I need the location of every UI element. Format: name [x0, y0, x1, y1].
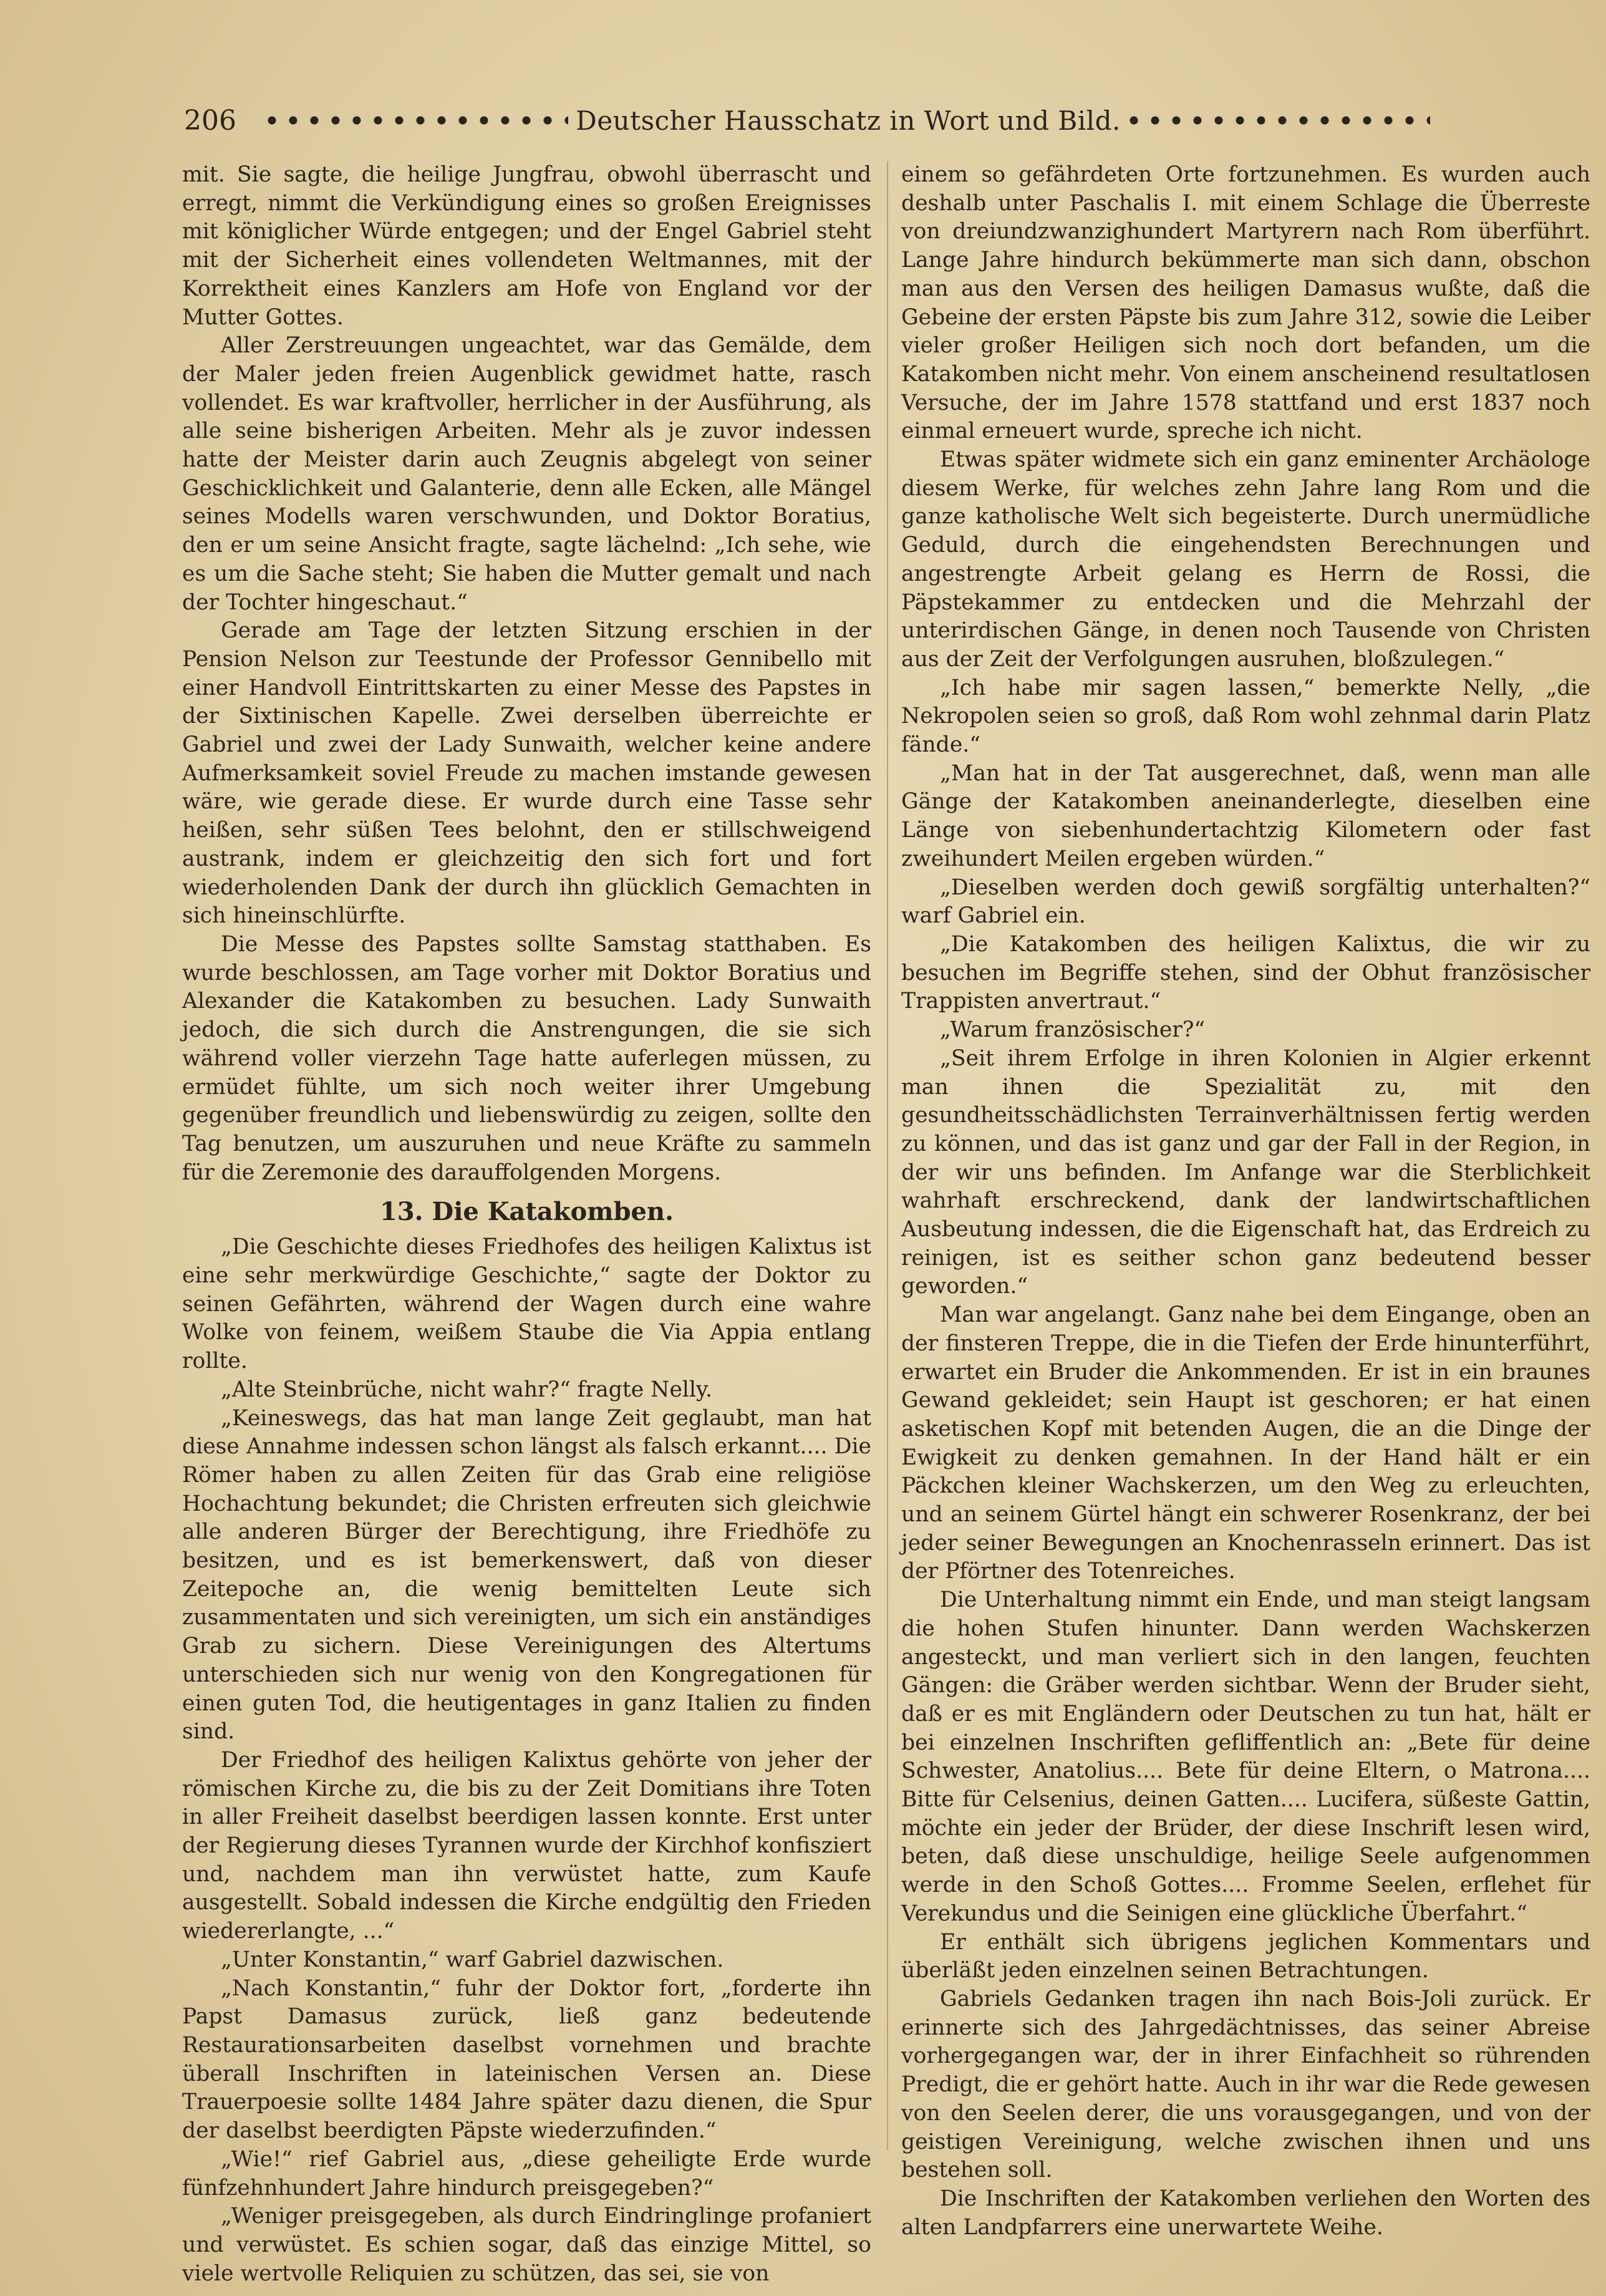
paragraph: Die Unterhaltung nimmt ein Ende, und man steigt langsam die hohen Stufen hinunter. Dann werden Wachskerzen angesteckt, und man verliert sich in den langen, feuchten Gängen: die Gräber werden sichtbar. Wenn der Bruder sieht, daß er es mit Engländern oder Deutschen zu tun hat, hält er bei einzelnen Inschriften gefliffentlich an: „Bete für deine Schwester, Anatolius.... Bete für deine Eltern, o Matrona.... Bitte für Celsenius, deinen Gatten.... Lucifera, süßeste Gattin, möchte ein jeder der Brüder, der diese Inschrift lesen wird, beten, daß diese unschuldige, heilige Seele aufgenommen werde in den Schoß Gottes.... Fromme Seelen, erflehet für Verekundus und die Seinigen eine glückliche Überfahrt.“	[901, 1587, 1590, 1926]
paragraph: „Die Geschichte dieses Friedhofes des heiligen Kalixtus ist eine sehr merkwürdige Geschichte,“ sagte der Doktor zu seinen Gefährten, während der Wagen durch eine wahre Wolke von feinem, weißem Staube die Via Appia entlang rollte.	[182, 1234, 871, 1374]
paragraph: „Seit ihrem Erfolge in ihren Kolonien in Algier erkennt man ihnen die Spezialität zu, mit den gesundheitsschädlichsten Terrainverhältnissen fertig werden zu können, und das ist ganz und gar der Fall in der Region, in der wir uns befinden. Im Anfange war die Sterblichkeit wahrhaft erschreckend, dank der landwirtschaftlichen Ausbeutung indessen, die die Eigenschaft hat, das Erdreich zu reinigen, ist es seither schon ganz bedeutend besser geworden.“	[901, 1045, 1590, 1299]
ornament-right	[1128, 115, 1430, 126]
paragraph: Er enthält sich übrigens jeglichen Kommentars und überläßt jeden einzelnen seinen Betrachtungen.	[901, 1929, 1590, 1984]
paragraph: „Man hat in der Tat ausgerechnet, daß, wenn man alle Gänge der Katakomben aneinanderlegte, dieselben eine Länge von siebenhundertachtzig Kilometern oder fast zweihundert Meilen ergeben würden.“	[901, 760, 1590, 871]
page-header	[184, 99, 1438, 142]
paragraph: mit. Sie sagte, die heilige Jungfrau, obwohl überrascht und erregt, nimmt die Verkündigung eines so großen Ereignisses mit königlicher Würde entgegen; und der Engel Gabriel steht mit der Sicherheit eines vollendeten Weltmannes, mit der Korrektheit eines Kanzlers am Hofe von England vor der Mutter Gottes.	[182, 162, 871, 330]
section-heading: 13. Die Katakomben.	[380, 1197, 674, 1227]
paragraph: Gerade am Tage der letzten Sitzung erschien in der Pension Nelson zur Teestunde der Professor Gennibello mit einer Handvoll Eintrittskarten zu einer Messe des Papstes in der Sixtinischen Kapelle. Zwei derselben überreichte er Gabriel und zwei der Lady Sunwaith, welcher keine andere Aufmerksamkeit soviel Freude zu machen imstande gewesen wäre, wie gerade diese. Er wurde durch eine Tasse sehr heißen, sehr süßen Tees belohnt, den er stillschweigend austrank, indem er gleichzeitig den sich fort und fort wiederholenden Dank der durch ihn glücklich Gemachten in sich hineinschlürfte.	[182, 618, 871, 929]
paragraph: Etwas später widmete sich ein ganz eminenter Archäologe diesem Werke, für welches zehn Jahre lang Rom und die ganze katholische Welt sich begeisterte. Durch unermüdliche Geduld, durch die eingehendsten Berechnungen und angestrengte Arbeit gelang es Herrn de Rossi, die Päpstekammer zu entdecken und die Mehrzahl der unterirdischen Gänge, in denen noch Tausende von Christen aus der Zeit der Verfolgungen ausruhen, bloßzulegen.“	[901, 447, 1590, 672]
left-column	[182, 161, 871, 2286]
paragraph: „Alte Steinbrüche, nicht wahr?“ fragte Nelly.	[221, 1377, 712, 1402]
paragraph: „Nach Konstantin,“ fuhr der Doktor fort, „forderte ihn Papst Damasus zurück, ließ ganz bedeutende Restaurationsarbeiten daselbst vornehmen und brachte überall Inschriften in lateinischen Versen an. Diese Trauerpoesie sollte 1484 Jahre später dazu dienen, die Spur der daselbst beerdigten Päpste wiederzufinden.“	[182, 1975, 871, 2144]
paragraph: Man war angelangt. Ganz nahe bei dem Eingange, oben an der finsteren Treppe, die in die Tiefen der Erde hinunterführt, erwartet ein Bruder die Ankommenden. Er ist in ein braunes Gewand gekleidet; sein Haupt ist geschoren; er hat einen asketischen Kopf mit betenden Augen, die an die Dinge der Ewigkeit zu denken gemahnen. In der Hand hält er ein Päckchen kleiner Wachskerzen, um den Weg zu erleuchten, und an seinem Gürtel hängt ein schwerer Rosenkranz, der bei jeder seiner Bewegungen an Knochenrasseln erinnert. Das ist der Pförtner des Totenreiches.	[901, 1302, 1590, 1584]
paragraph: „Ich habe mir sagen lassen,“ bemerkte Nelly, „die Nekropolen seien so groß, daß Rom wohl zehnmal darin Platz fände.“	[901, 675, 1590, 758]
right-column	[901, 161, 1590, 2240]
paragraph: Gabriels Gedanken tragen ihn nach Bois-Joli zurück. Er erinnerte sich des Jahrgedächtnisses, das seiner Abreise vorhergegangen war, der in ihrer Einfachheit so rührenden Predigt, die er gehört hatte. Auch in ihr war die Rede gewesen von den Seelen derer, die uns vorausgegangen, und von der geistigen Vereinigung, welche zwischen ihnen und uns bestehen soll.	[901, 1987, 1590, 2183]
paragraph: Die Messe des Papstes sollte Samstag statthaben. Es wurde beschlossen, am Tage vorher mit Doktor Boratius und Alexander die Katakomben zu besuchen. Lady Sunwaith jedoch, die sich durch die Anstrengungen, die sie sich während voller vierzehn Tage hatte auferlegen müssen, zu ermüdet fühlte, um sich noch weiter ihrer Umgebung gegenüber freundlich und liebenswürdig zu zeigen, sollte den Tag benutzen, um auszuruhen und neue Kräfte zu sammeln für die Zeremonie des darauffolgenden Morgens.	[182, 931, 871, 1185]
page-number: 206	[184, 104, 236, 137]
paragraph: „Dieselben werden doch gewiß sorgfältig unterhalten?“ warf Gabriel ein.	[901, 874, 1590, 929]
paragraph: „Keineswegs, das hat man lange Zeit geglaubt, man hat diese Annahme indessen schon längst als falsch erkannt.... Die Römer haben zu allen Zeiten für das Grab eine religiöse Hochachtung bekundet; die Christen erfreuten sich gleichwie alle anderen Bürger der Berechtigung, ihre Friedhöfe zu besitzen, und es ist bemerkenswert, daß von dieser Zeitepoche an, die wenig bemittelten Leute sich zusammentaten und sich vereinigten, um sich ein anständiges Grab zu sichern. Diese Vereinigungen des Altertums unterschieden sich nur wenig von den Kongregationen für einen guten Tod, die heutigentages in ganz Italien zu finden sind.	[182, 1405, 871, 1745]
paragraph: einem so gefährdeten Orte fortzunehmen. Es wurden auch deshalb unter Paschalis I. mit einem Schlage die Überreste von dreiundzwanzighundert Martyrern nach Rom überführt. Lange Jahre hindurch bekümmerte man sich dann, obschon man aus den Versen des heiligen Damasus wußte, daß die Gebeine der ersten Päpste bis zum Jahre 312, sowie die Leiber vieler großer Heiligen sich noch dort befanden, um die Katakomben nicht mehr. Von einem anscheinend resultatlosen Versuche, der im Jahre 1578 stattfand und erst 1837 noch einmal erneuert wurde, spreche ich nicht.	[901, 162, 1590, 444]
paragraph: Der Friedhof des heiligen Kalixtus gehörte von jeher der römischen Kirche zu, die bis zu der Zeit Domitians ihre Toten in aller Freiheit daselbst beerdigen lassen konnte. Erst unter der Regierung dieses Tyrannen wurde der Kirchhof konfisziert und, nachdem man ihn verwüstet hatte, zum Kaufe ausgestellt. Sobald indessen die Kirche endgültig den Frieden wiedererlangte, ...“	[182, 1747, 871, 1944]
paragraph: Die Inschriften der Katakomben verliehen den Worten des alten Landpfarrers eine unerwartete Weihe.	[901, 2186, 1590, 2240]
paragraph: „Unter Konstantin,“ warf Gabriel dazwischen.	[221, 1947, 724, 1972]
paragraph: „Warum französischer?“	[940, 1017, 1206, 1043]
paragraph: „Die Katakomben des heiligen Kalixtus, die wir zu besuchen im Begriffe stehen, sind der Obhut französischer Trappisten anvertraut.“	[901, 931, 1590, 1014]
paragraph: Aller Zerstreuungen ungeachtet, war das Gemälde, dem der Maler jeden freien Augenblick gewidmet hatte, rasch vollendet. Es war kraftvoller, herrlicher in der Ausführung, als alle seine bisherigen Arbeiten. Mehr als je zuvor indessen hatte der Meister darin auch Zeugnis abgelegt von seiner Geschicklichkeit und Galanterie, denn alle Ecken, alle Mängel seines Modells waren verschwunden, und Doktor Boratius, den er um seine Ansicht fragte, sagte lächelnd: „Ich sehe, wie es um die Sache steht; Sie haben die Mutter gemalt und nach der Tochter hingeschaut.“	[182, 333, 871, 615]
running-title: Deutscher Hausschatz in Wort und Bild.	[576, 105, 1121, 136]
paragraph: „Wie!“ rief Gabriel aus, „diese geheiligte Erde wurde fünfzehnhundert Jahre hindurch preisgegeben?“	[182, 2146, 871, 2201]
ornament-left	[266, 115, 568, 126]
column-divider	[887, 161, 888, 2151]
paragraph: „Weniger preisgegeben, als durch Eindringlinge profaniert und verwüstet. Es schien sogar, daß das einzige Mittel, so viele wertvolle Reliquien zu schützen, das sei, sie von	[182, 2204, 871, 2286]
